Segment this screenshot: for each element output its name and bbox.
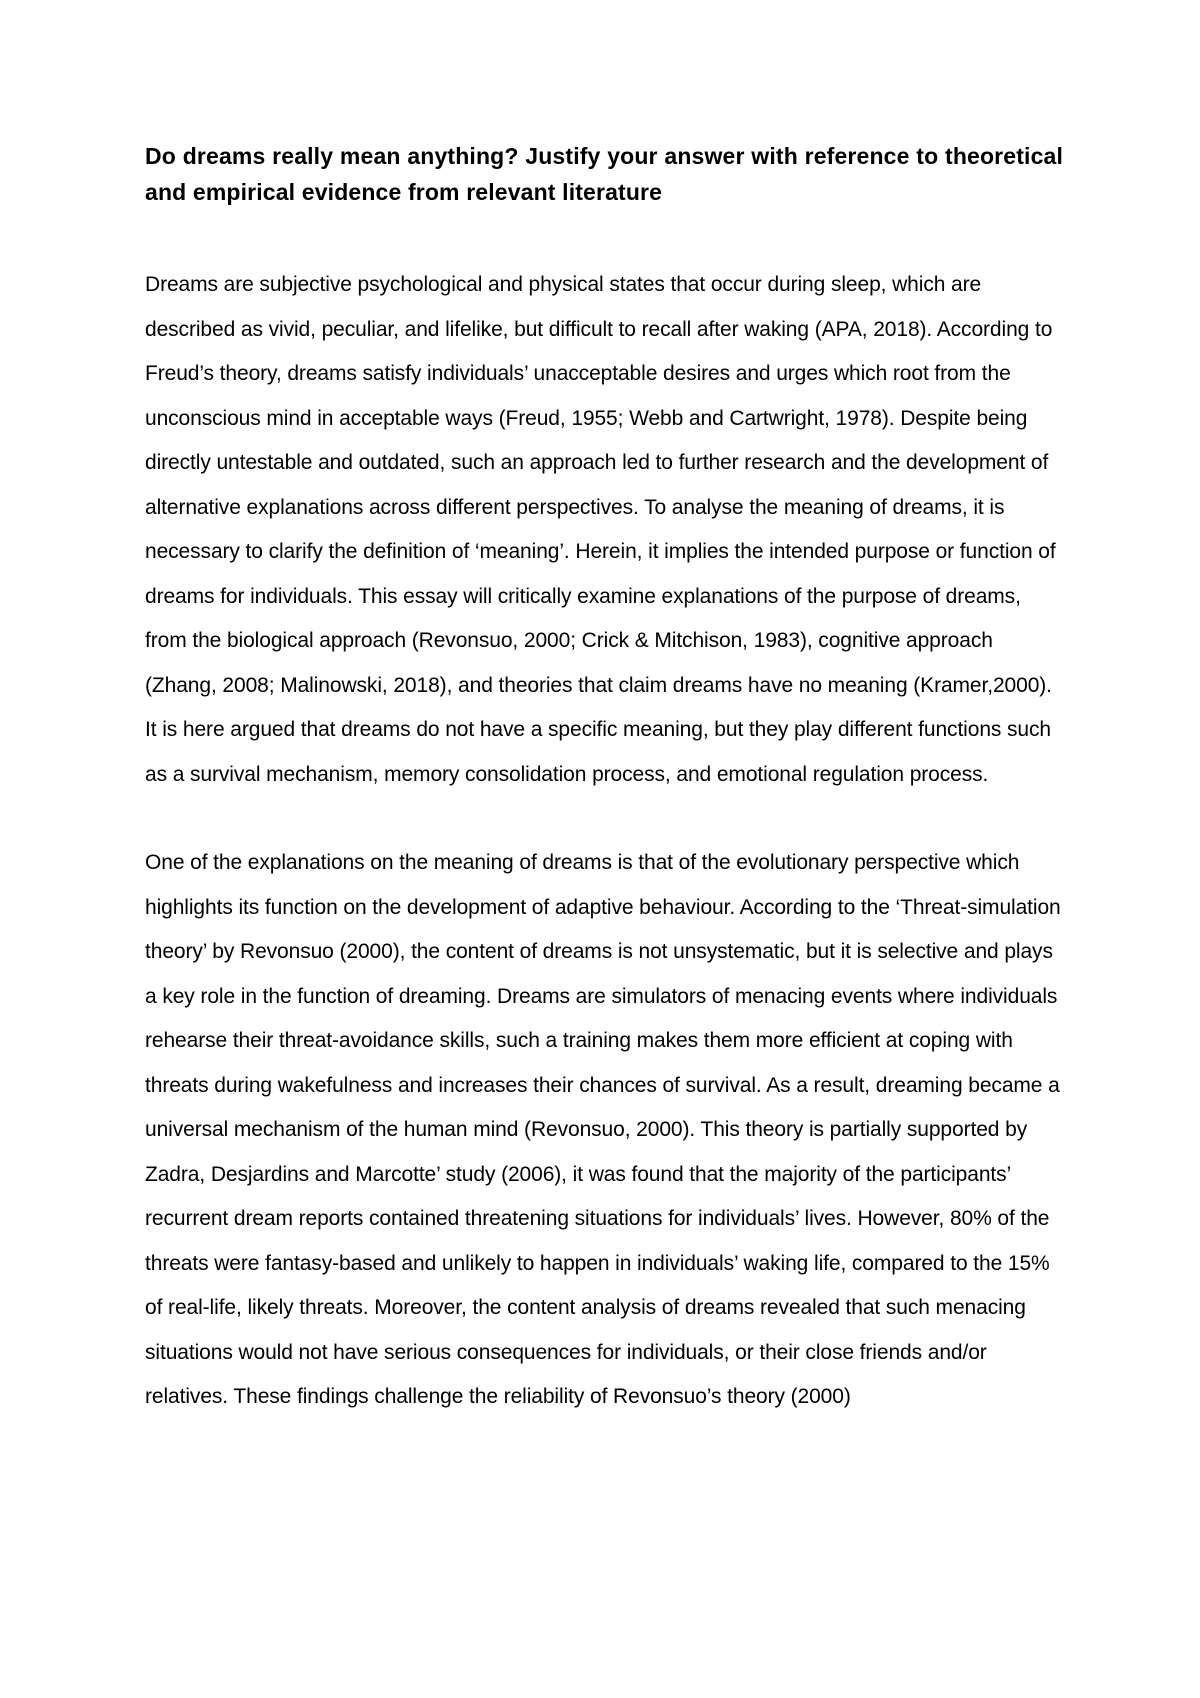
paragraph-evolutionary-perspective: One of the explanations on the meaning of dreams is that of the evolutionary perspective which highlights its function on the development of adaptive behaviour. According to the ‘Threat-simulation theory’ by Revonsuo (2000), the content of dreams is not unsystematic, but it is selective and plays a key role in the function of dreaming. Dreams are simulators of menacing events where individuals rehearse their threat-avoidance skills, such a training makes them more efficient at coping with threats during wakefulness and increases their chances of survival. As a result, dreaming became a universal mechanism of the human mind (Revonsuo, 2000). This theory is partially supported by Zadra, Desjardins and Marcotte’ study (2006), it was found that the majority of the participants’ recurrent dream reports contained threatening situations for individuals’ lives. However, 80% of the threats were fantasy-based and unlikely to happen in individuals’ waking life, compared to the 15% of real-life, likely threats. Moreover, the content analysis of dreams revealed that such menacing situations would not have serious consequences for individuals, or their close friends and/or relatives. These findings challenge the reliability of Revonsuo’s theory (2000) (145, 851, 1061, 1408)
essay-title: Do dreams really mean anything? Justify your answer with reference to theoretical and empirical evidence from relevant literature (145, 143, 1063, 205)
paragraph-introduction: Dreams are subjective psychological and physical states that occur during sleep, which are described as vivid, peculiar, and lifelike, but difficult to recall after waking (APA, 2018). According to Freud’s theory, dreams satisfy individuals’ unacceptable desires and urges which root from the unconscious mind in acceptable ways (Freud, 1955; Webb and Cartwright, 1978). Despite being directly untestable and outdated, such an approach led to further research and the development of alternative explanations across different perspectives. To analyse the meaning of dreams, it is necessary to clarify the definition of ‘meaning’. Herein, it implies the intended purpose or function of dreams for individuals. This essay will critically examine explanations of the purpose of dreams, from the biological approach (Revonsuo, 2000; Crick & Mitchison, 1983), cognitive approach (Zhang, 2008; Malinowski, 2018), and theories that claim dreams have no meaning (Kramer,2000). It is here argued that dreams do not have a specific meaning, but they play different functions such as a survival mechanism, memory consolidation process, and emotional regulation process. (145, 273, 1056, 786)
document-body (145, 138, 1063, 1420)
